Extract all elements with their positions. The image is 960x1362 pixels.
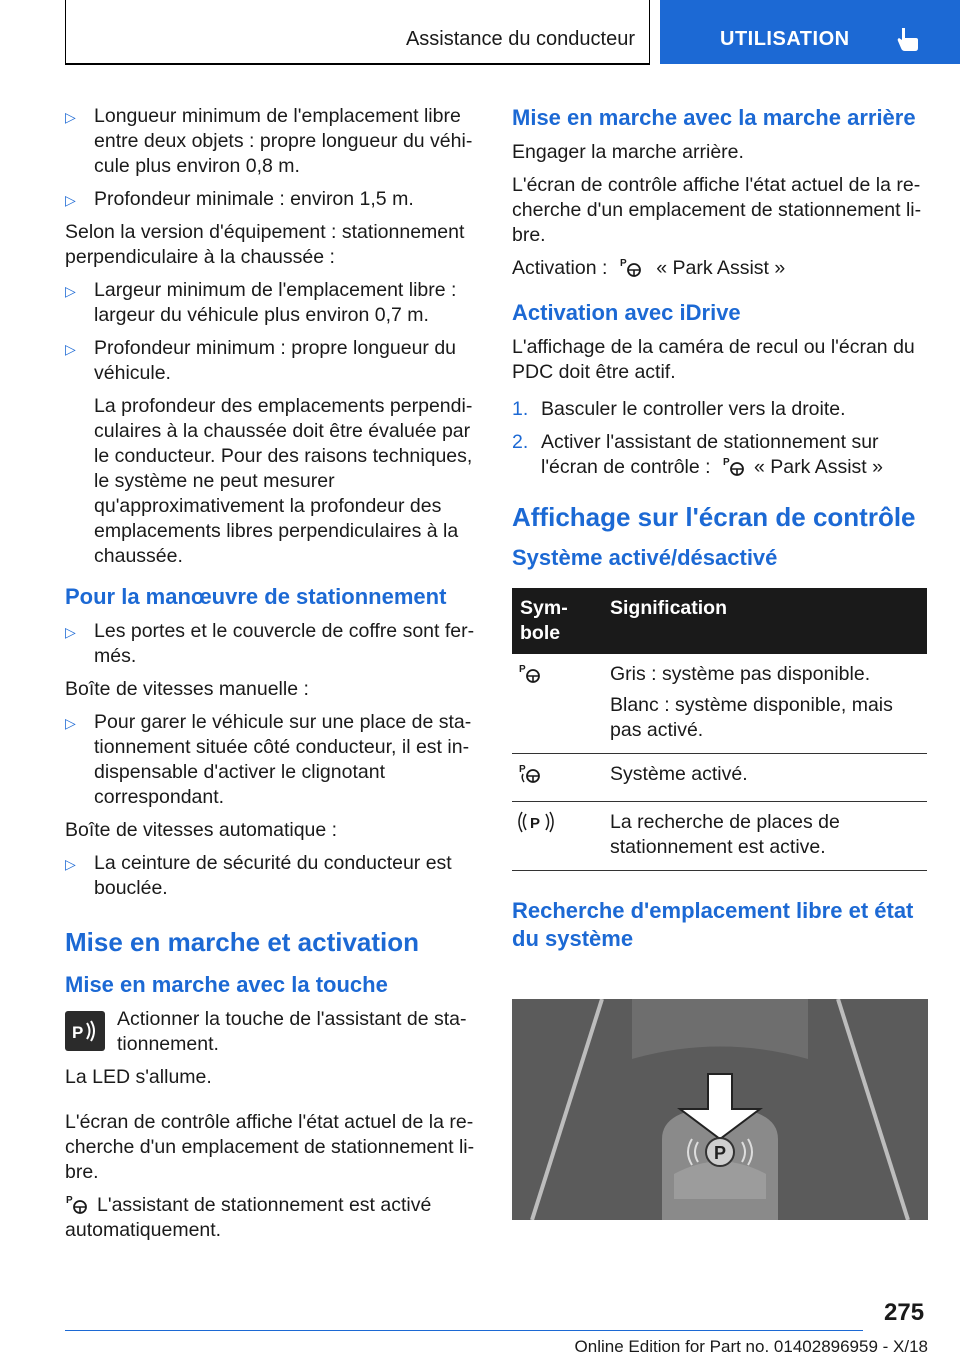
- table-header-symbol: Symbole: [512, 588, 602, 654]
- svg-text:P: P: [530, 815, 541, 832]
- section-heading: Activation avec iDrive: [512, 300, 741, 325]
- table-row: [512, 654, 927, 754]
- paragraph: L'écran de contrôle affiche l'état actuel de la recherche d'un emplacement de stationnement libre.: [65, 1111, 475, 1183]
- table-row: [512, 754, 927, 802]
- table-cell-meaning: Système activé.: [602, 754, 927, 802]
- bullet-triangle-icon: ▷: [65, 109, 76, 125]
- list-item: ▷ Profondeur minimum : propre longueur du véhicule. La profondeur des emplacements perpendiculaires à la chaussée doit être évaluée par le conducteur. Pour des raisons techniques, le système ne peut mesurer qu'approximativement la profondeur des emplacements libres perpendiculaires à la chaussée.: [65, 336, 477, 569]
- section-heading: Mise en marche avec la marche arrière: [512, 105, 916, 130]
- park-assist-icon: [619, 256, 645, 278]
- bullet-triangle-icon: ▷: [65, 624, 76, 640]
- table-cell-meaning: La recherche de places de stationnement est active.: [602, 802, 927, 871]
- paragraph: La LED s'allume.: [65, 1066, 212, 1088]
- table-row: [512, 802, 927, 871]
- bullet-triangle-icon: ▷: [65, 192, 76, 208]
- bullet-triangle-icon: ▷: [65, 283, 76, 299]
- paragraph: L'écran de contrôle affiche l'état actuel de la recherche d'un emplacement de stationnement libre.: [512, 174, 922, 246]
- paragraph: Selon la version d'équipement : stationnement perpendiculaire à la chaussée :: [65, 221, 465, 268]
- step-item: 1. Basculer le controller vers la droite.: [512, 398, 846, 420]
- section-heading: Système activé/désactivé: [512, 545, 778, 570]
- bullet-triangle-icon: ▷: [65, 715, 76, 731]
- chapter-heading: Mise en marche et activation: [65, 927, 420, 957]
- svg-text:P: P: [714, 1143, 727, 1163]
- park-assist-icon: [518, 662, 544, 684]
- page-number: 275: [884, 1299, 925, 1326]
- paragraph: Boîte de vitesses automatique :: [65, 819, 338, 841]
- footer-edition: Online Edition for Part no. 01402896959 - X/18: [574, 1337, 928, 1356]
- park-assist-active-icon: [518, 762, 544, 784]
- list-item: ▷ Profondeur minimale : environ 1,5 m.: [65, 187, 477, 212]
- table-cell-symbol: [512, 654, 602, 754]
- park-assist-button-icon: [65, 1011, 105, 1051]
- pointing-hand-icon: [896, 26, 920, 52]
- chapter-heading: Affichage sur l'écran de contrôle: [512, 502, 916, 532]
- paragraph: Boîte de vitesses manuelle :: [65, 678, 309, 700]
- section-heading: Recherche d'emplacement libre et état du système: [512, 898, 914, 951]
- paragraph: L'affichage de la caméra de recul ou l'écran du PDC doit être actif.: [512, 336, 915, 383]
- parking-search-icon: [518, 810, 554, 834]
- button-instruction: P Actionner la touche de l'assistant de stationnement.: [65, 1007, 477, 1057]
- table-cell-symbol: [512, 802, 602, 871]
- list-item: ▷ Longueur minimum de l'emplacement libre entre deux objets : propre longueur du véhicule plus environ 0,8 m.: [65, 105, 473, 177]
- footer-rule: [65, 1330, 863, 1331]
- park-assist-icon: [65, 1193, 91, 1215]
- symbol-table: [512, 588, 927, 871]
- list-item: ▷ La ceinture de sécurité du conducteur est bouclée.: [65, 852, 452, 899]
- park-assist-icon: [722, 455, 748, 477]
- svg-text:P: P: [66, 1195, 73, 1206]
- table-cell-symbol: [512, 754, 602, 802]
- paragraph: Engager la marche arrière.: [512, 141, 744, 163]
- paragraph: P L'assistant de stationnement est activé automatiquement.: [65, 1194, 432, 1241]
- list-item: ▷ Pour garer le véhicule sur une place de stationnement située côté conducteur, il est indispensable d'activer le clignotant correspondant.: [65, 711, 472, 808]
- car-parking-illustration: [512, 999, 928, 1220]
- list-item-note: La profondeur des emplacements perpendiculaires à la chaussée doit être évaluée par le conducteur. Pour des raisons techniques, le système ne peut mesurer qu'approximativement la profondeur des emplacements libres perpendiculaires à la chaussée.: [94, 395, 473, 567]
- header-left-border: [65, 0, 66, 64]
- step-item: 2. Activer l'assistant de stationnement sur l'écran de contrôle : P « Park Assist »: [512, 431, 883, 478]
- header-separator: [649, 0, 650, 64]
- bullet-triangle-icon: ▷: [65, 856, 76, 872]
- right-column: [512, 104, 928, 961]
- header-rule: [65, 63, 650, 65]
- table-header-meaning: Signification: [602, 588, 927, 654]
- bullet-triangle-icon: ▷: [65, 341, 76, 357]
- svg-text:P: P: [619, 258, 627, 269]
- svg-text:P: P: [72, 1023, 84, 1042]
- list-item: ▷ Les portes et le couvercle de coffre sont fermés.: [65, 620, 475, 667]
- section-heading: Pour la manœuvre de stationnement: [65, 584, 447, 609]
- svg-text:P: P: [723, 457, 730, 468]
- svg-text:P: P: [519, 664, 526, 675]
- chapter-tab-label: UTILISATION: [720, 28, 850, 50]
- list-item: ▷ Largeur minimum de l'emplacement libre : largeur du véhicule plus environ 0,7 m.: [65, 279, 457, 326]
- section-heading: Mise en marche avec la touche: [65, 972, 388, 997]
- paragraph: Activation : P « Park Assist »: [512, 257, 786, 279]
- parking-search-illustration: [512, 999, 928, 1220]
- header-section-title: Assistance du conducteur: [405, 28, 635, 50]
- table-header-row: [512, 588, 927, 654]
- chapter-tab[interactable]: [660, 0, 960, 64]
- svg-text:P: P: [519, 764, 526, 775]
- table-cell-meaning: Gris : système pas disponible. Blanc : système disponible, mais pas activé.: [602, 654, 927, 754]
- left-column: [65, 104, 477, 1251]
